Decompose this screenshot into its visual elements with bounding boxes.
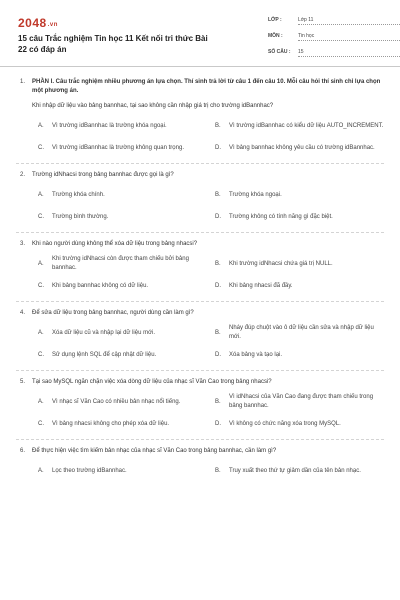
meta-subject-value: Tin học xyxy=(298,33,315,39)
question-4 xyxy=(16,309,384,364)
part-instruction: PHẦN I. Câu trắc nghiệm nhiều phương án lựa chọn. Thí sinh trả lời từ câu 1 đến câu 10. Mỗi câu hỏi thí sinh chỉ lựa chọn một phương án. xyxy=(32,79,381,94)
option-b[interactable]: B. Nháy đúp chuột vào ô dữ liệu cần sửa và nhập dữ liệu mới. xyxy=(215,325,374,340)
site-logo[interactable]: 2048.vn xyxy=(18,16,58,30)
meta-count-value: 15 xyxy=(298,49,304,55)
option-d[interactable]: D. Vì bảng bannhac không yêu cầu có trường idBannhac. xyxy=(215,144,375,151)
answer-options xyxy=(16,462,384,480)
option-a[interactable]: A. Lọc theo trường idBannhac. xyxy=(38,467,127,474)
answer-options xyxy=(16,324,384,364)
option-d[interactable]: D. Khi bảng nhacsi đã đầy. xyxy=(215,282,293,289)
question-2 xyxy=(16,171,384,226)
meta-subject-line xyxy=(298,40,400,41)
question-stem: Tại sao MySQL ngăn chặn việc xóa dòng dữ liệu của nhạc sĩ Văn Cao trong bảng nhacsi? xyxy=(32,379,272,385)
header-divider xyxy=(0,66,400,67)
question-divider xyxy=(16,370,384,371)
meta-subject-row xyxy=(264,30,400,46)
option-b[interactable]: B. Vì trường idBannhac có kiểu dữ liệu AUTO_INCREMENT. xyxy=(215,122,384,129)
meta-class-row xyxy=(264,14,400,30)
meta-class-label: LỚP : xyxy=(268,17,282,23)
option-c[interactable]: C. Khi bảng bannhac không có dữ liệu. xyxy=(38,282,149,289)
option-a[interactable]: A. Khi trường idNhacsi còn được tham chiếu bởi bảng bannhac. xyxy=(38,256,189,271)
question-stem: Để thực hiện việc tìm kiếm bản nhạc của nhạc sĩ Văn Cao trong bảng bannhac, cần làm gì? xyxy=(32,448,277,454)
meta-count-label: SỐ CÂU : xyxy=(268,49,291,55)
option-c[interactable]: C. Vì bảng nhacsi không cho phép xóa dữ liệu. xyxy=(38,420,170,427)
option-d[interactable]: D. Vì không có chức năng xóa trong MySQL. xyxy=(215,420,341,427)
question-number: 4. xyxy=(20,310,26,316)
question-stem: Khi nhập dữ liệu vào bảng bannhac, tại sao không cần nhập giá trị cho trường idBannhac? xyxy=(32,103,274,109)
question-divider xyxy=(16,301,384,302)
question-divider xyxy=(16,439,384,440)
meta-count-line xyxy=(298,56,400,57)
option-c[interactable]: C. Vì trường idBannhac là trường không quan trọng. xyxy=(38,144,184,151)
question-number: 5. xyxy=(20,379,26,385)
meta-count-row xyxy=(264,46,400,62)
question-number: 2. xyxy=(20,172,26,178)
question-stem: Để sửa dữ liệu trong bảng bannhac, người dùng cần làm gì? xyxy=(32,310,194,316)
option-a[interactable]: A. Vì nhạc sĩ Văn Cao có nhiều bản nhạc nổi tiếng. xyxy=(38,398,181,405)
question-6 xyxy=(16,447,384,480)
meta-box xyxy=(264,14,400,62)
option-a[interactable]: A. Vì trường idBannhac là trường khóa ngoại. xyxy=(38,122,167,129)
answer-options xyxy=(16,255,384,295)
question-3 xyxy=(16,240,384,295)
option-d[interactable]: D. Trường không có tính năng gì đặc biệt. xyxy=(215,213,333,220)
answer-options xyxy=(16,186,384,226)
question-number: 6. xyxy=(20,448,26,454)
option-a[interactable]: A. Trường khóa chính. xyxy=(38,191,105,198)
option-c[interactable]: C. Sử dụng lệnh SQL để cập nhật dữ liệu. xyxy=(38,351,157,358)
option-b[interactable]: B. Trường khóa ngoại. xyxy=(215,191,282,198)
worksheet-header xyxy=(16,14,384,72)
question-number: 3. xyxy=(20,241,26,247)
option-d[interactable]: D. Xóa bảng và tạo lại. xyxy=(215,351,283,358)
question-divider xyxy=(16,163,384,164)
question-list xyxy=(16,78,384,480)
question-1 xyxy=(16,78,384,157)
question-number: 1. xyxy=(20,79,26,85)
option-b[interactable]: B. Khi trường idNhacsi chứa giá trị NULL. xyxy=(215,260,333,267)
meta-class-line xyxy=(298,24,400,25)
option-b[interactable]: B. Vì idNhacsi của Văn Cao đang được tham chiếu trong bảng bannhac. xyxy=(215,394,374,409)
answer-options xyxy=(16,393,384,433)
page-title: 15 câu Trắc nghiệm Tin học 11 Kết nối tri thức Bài 22 có đáp án xyxy=(18,34,208,54)
meta-subject-label: MÔN : xyxy=(268,33,283,39)
question-divider xyxy=(16,232,384,233)
question-5 xyxy=(16,378,384,433)
question-stem: Trường idNhacsi trong bảng bannhac được gọi là gì? xyxy=(32,172,174,178)
option-a[interactable]: A. Xóa dữ liệu cũ và nhập lại dữ liệu mới. xyxy=(38,329,156,336)
meta-class-value: Lớp 11 xyxy=(298,17,314,23)
question-stem: Khi nào người dùng không thể xóa dữ liệu trong bảng nhacsi? xyxy=(32,241,198,247)
option-c[interactable]: C. Trường bình thường. xyxy=(38,213,109,220)
answer-options xyxy=(16,117,384,157)
option-b[interactable]: B. Truy xuất theo thứ tự giảm dần của tên bản nhạc. xyxy=(215,467,361,474)
